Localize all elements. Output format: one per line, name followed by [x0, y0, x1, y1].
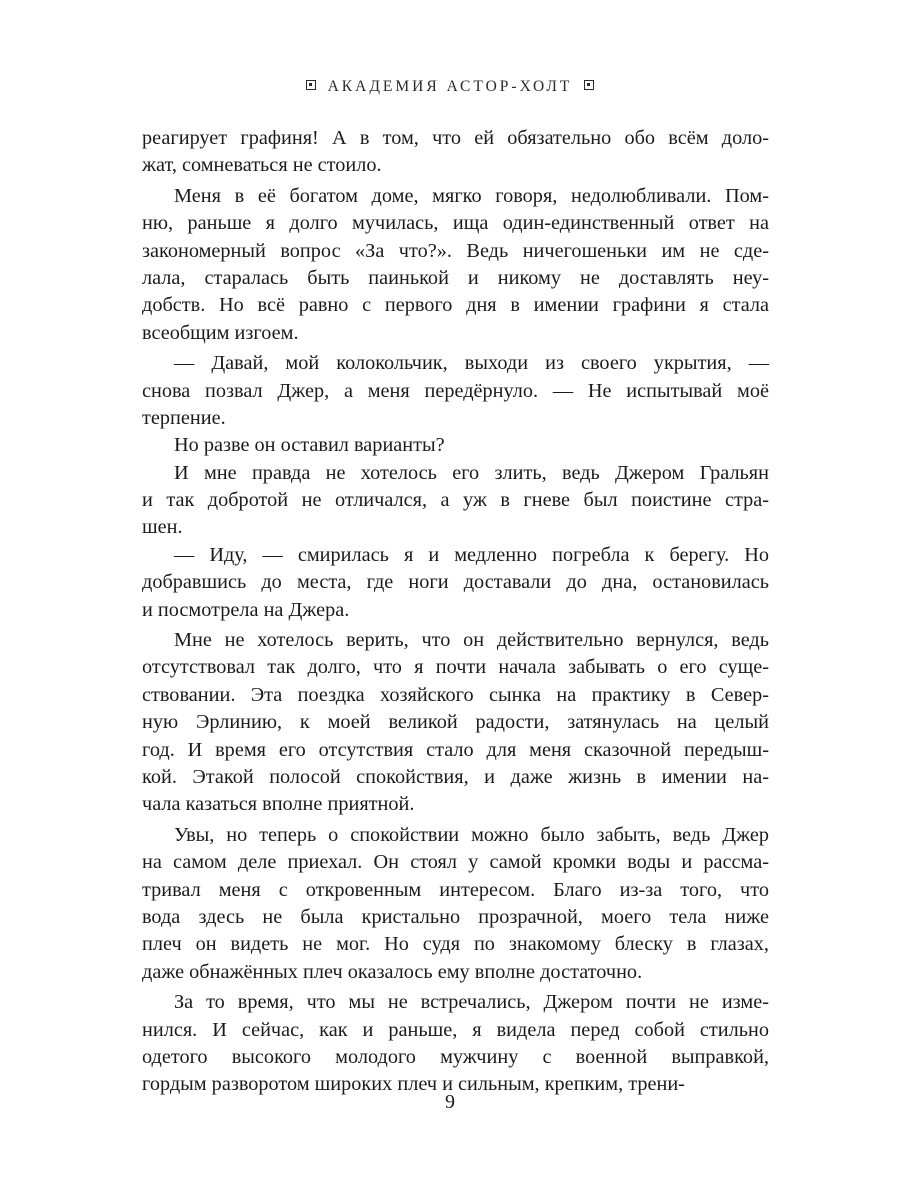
paragraph — [142, 542, 769, 624]
text-line: и посмотрела на Джера. — [142, 598, 350, 621]
text-line: нился. И сейчас, как и раньше, я видела перед собой стильно — [142, 1018, 769, 1041]
paragraph — [142, 989, 769, 1099]
text-line: лала, старалась быть паинькой и никому не доставлять неу- — [142, 266, 769, 289]
text-line: всеобщим изгоем. — [142, 321, 299, 344]
text-line: шен. — [142, 516, 183, 539]
text-line: кой. Этакой полосой спокойствия, и даже жизнь в имении на- — [142, 765, 769, 788]
text-line: одетого высокого молодого мужчину с военной выправкой, — [142, 1045, 769, 1068]
text-line: чала казаться вполне приятной. — [142, 793, 415, 816]
page-number: 9 — [445, 1091, 455, 1113]
text-line: терпение. — [142, 406, 226, 429]
running-title: АКАДЕМИЯ АСТОР-ХОЛТ — [327, 78, 573, 95]
text-line: И мне правда не хотелось его злить, ведь Джером Гральян — [174, 461, 769, 484]
paragraph — [142, 460, 769, 542]
text-line: Меня в её богатом доме, мягко говоря, недолюбливали. Пом- — [174, 184, 769, 207]
square-ornament-icon — [584, 80, 594, 90]
text-line: добств. Но всё равно с первого дня в имении графини я стала — [142, 294, 769, 317]
text-line: тривал меня с откровенным интересом. Благо из-за того, что — [142, 878, 769, 901]
text-line: ню, раньше я долго мучилась, ища один-единственный ответ на — [142, 212, 769, 235]
text-line: плеч он видеть не мог. Но судя по знакомому блеску в глазах, — [142, 933, 769, 956]
body-text — [142, 125, 769, 1099]
paragraph — [142, 125, 769, 180]
text-line: и так добротой не отличался, а уж в гневе был поистине стра- — [142, 489, 769, 512]
running-header — [0, 78, 900, 96]
text-line: Но разве он оставил варианты? — [174, 434, 445, 457]
text-line: снова позвал Джер, а меня передёрнуло. — Не испытывай моё — [142, 379, 769, 402]
text-line: Мне не хотелось верить, что он действительно вернулся, ведь — [174, 629, 769, 652]
text-line: — Иду, — смирилась я и медленно погребла к берегу. Но — [174, 543, 769, 566]
paragraph — [142, 183, 769, 347]
text-line: гордым разворотом широких плеч и сильным, крепким, трени- — [142, 1073, 685, 1096]
square-ornament-icon — [306, 80, 316, 90]
text-line: на самом деле приехал. Он стоял у самой кромки воды и рассма- — [142, 851, 769, 874]
text-line: ствовании. Эта поездка хозяйского сынка на практику в Север- — [142, 683, 769, 706]
text-line: даже обнажённых плеч оказалось ему вполне достаточно. — [142, 960, 643, 983]
text-line: Увы, но теперь о спокойствии можно было забыть, ведь Джер — [174, 823, 769, 846]
text-line: ную Эрлинию, к моей великой радости, затянулась на целый — [142, 711, 769, 734]
text-line: закономерный вопрос «За что?». Ведь ничегошеньки им не сде- — [142, 239, 769, 262]
paragraph — [142, 627, 769, 819]
paragraph — [142, 432, 769, 459]
text-line: — Давай, мой колокольчик, выходи из своего укрытия, — — [174, 352, 769, 375]
text-line: реагирует графиня! А в том, что ей обязательно обо всём доло- — [142, 127, 769, 149]
text-line: За то время, что мы не встречались, Джером почти не изме- — [174, 991, 769, 1014]
text-line: добравшись до места, где ноги доставали до дна, остановилась — [142, 571, 769, 594]
text-line: вода здесь не была кристально прозрачной, моего тела ниже — [142, 905, 769, 928]
paragraph — [142, 822, 769, 986]
paragraph — [142, 350, 769, 432]
text-line: жат, сомневаться не стоило. — [142, 154, 382, 177]
text-line: отсутствовал так долго, что я почти начала забывать о его суще- — [142, 656, 769, 679]
text-line: год. И время его отсутствия стало для меня сказочной передыш- — [142, 738, 769, 761]
